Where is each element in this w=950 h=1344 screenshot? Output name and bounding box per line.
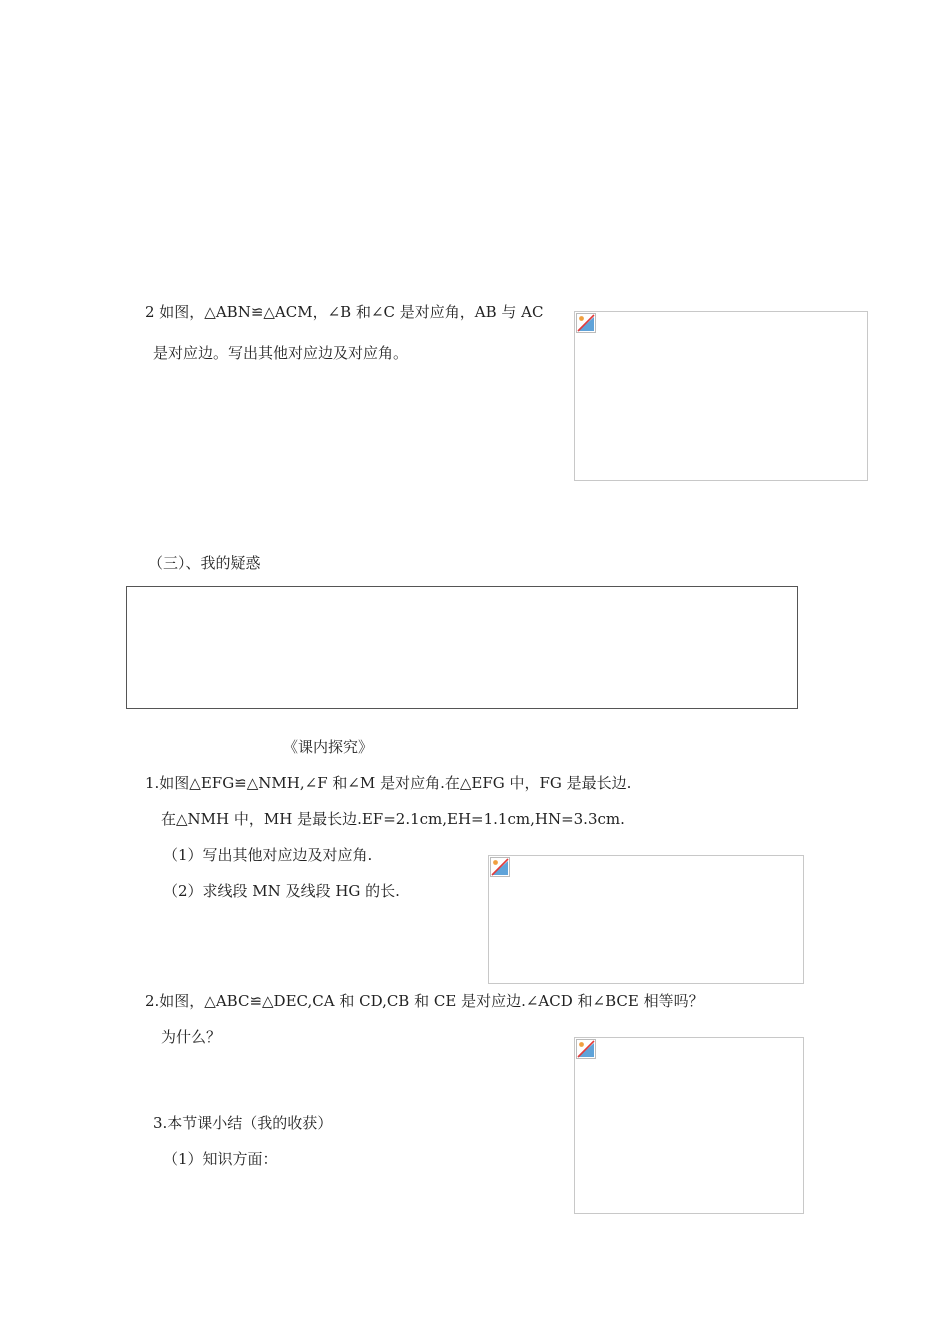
explore-q3-sub1: （1）知识方面：: [163, 1150, 278, 1168]
figure-image-placeholder: [574, 311, 868, 481]
q2-intro-line2: 是对应边。写出其他对应边及对应角。: [153, 344, 409, 362]
explore-q3-line1: 3.本节课小结（我的收获）: [153, 1114, 333, 1132]
doubts-answer-box[interactable]: [126, 586, 798, 709]
broken-image-icon: [490, 857, 510, 877]
q2-intro-line1: 2 如图，△ABN≌△ACM，∠B 和∠C 是对应角，AB 与 AC: [145, 303, 544, 321]
explore-q1-sub2: （2）求线段 MN 及线段 HG 的长.: [163, 882, 400, 900]
broken-image-icon: [576, 1039, 596, 1059]
doubts-heading: （三）、我的疑惑: [148, 554, 261, 572]
figure-image-placeholder: [488, 855, 804, 984]
explore-q1-line2: 在△NMH 中，MH 是最长边.EF=2.1cm,EH=1.1cm,HN=3.3cm.: [161, 810, 625, 828]
broken-image-icon: [576, 313, 596, 333]
explore-q1-sub1: （1）写出其他对应边及对应角.: [163, 846, 373, 864]
explore-heading: 《课内探究》: [283, 738, 374, 756]
figure-image-placeholder: [574, 1037, 804, 1214]
explore-q2-line1: 2.如图，△ABC≌△DEC,CA 和 CD,CB 和 CE 是对应边.∠ACD 和∠BCE 相等吗？: [145, 992, 704, 1010]
explore-q1-line1: 1.如图△EFG≌△NMH,∠F 和∠M 是对应角.在△EFG 中，FG 是最长边.: [145, 774, 632, 792]
explore-q2-line2: 为什么？: [161, 1028, 222, 1046]
